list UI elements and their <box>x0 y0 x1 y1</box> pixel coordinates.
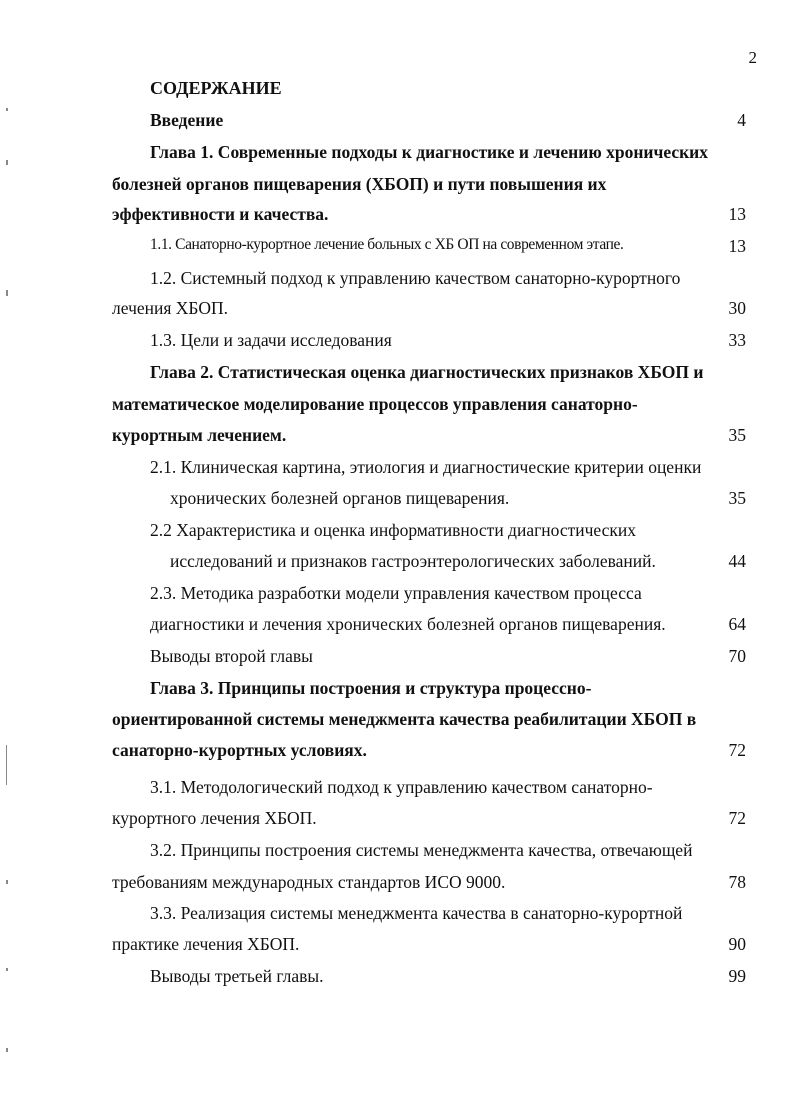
scan-speck <box>6 745 7 785</box>
toc-ch2-line2: математическое моделирование процессов управления санаторно- <box>112 394 638 414</box>
toc-ch2-conclusions-label: Выводы второй главы <box>150 646 313 666</box>
toc-2-2-line2: исследований и признаков гастроэнтерологических заболеваний. <box>170 551 656 571</box>
toc-2-1-page: 35 <box>728 488 746 508</box>
scan-speck <box>6 1048 8 1052</box>
toc-2-3-line1: 2.3. Методика разработки модели управления качеством процесса <box>150 583 642 603</box>
toc-2-3-page: 64 <box>728 614 746 634</box>
toc-title: СОДЕРЖАНИЕ <box>150 78 282 98</box>
toc-ch1-line2: болезней органов пищеварения (ХБОП) и пути повышения их <box>112 174 607 194</box>
toc-2-2-line1: 2.2 Характеристика и оценка информативности диагностических <box>150 520 636 540</box>
scan-speck <box>6 968 8 971</box>
toc-ch2-page: 35 <box>728 425 746 445</box>
scan-speck <box>6 160 8 165</box>
toc-2-2-page: 44 <box>728 551 746 571</box>
toc-ch3-conclusions-page: 99 <box>728 966 746 986</box>
toc-1-1-page: 13 <box>728 236 746 256</box>
toc-ch2-line3: курортным лечением. <box>112 425 287 445</box>
toc-1-1-label: 1.1. Санаторно-курортное лечение больных с ХБ ОП на современном этапе. <box>150 236 624 253</box>
toc-3-3-page: 90 <box>728 934 746 954</box>
page-number: 2 <box>748 48 757 67</box>
toc-3-1-line1: 3.1. Методологический подход к управлению качеством санаторно- <box>150 777 653 797</box>
toc-3-1-line2: курортного лечения ХБОП. <box>112 808 317 828</box>
toc-intro-label: Введение <box>150 110 224 130</box>
toc-1-3-label: 1.3. Цели и задачи исследования <box>150 330 392 350</box>
scan-speck <box>6 290 8 296</box>
toc-ch1-line1: Глава 1. Современные подходы к диагностике и лечению хронических <box>150 142 709 162</box>
toc-ch1-line3: эффективности и качества. <box>112 204 329 224</box>
toc-ch3-line3: санаторно-курортных условиях. <box>112 740 367 760</box>
toc-ch2-conclusions-page: 70 <box>728 646 746 666</box>
toc-ch2-line1: Глава 2. Статистическая оценка диагностических признаков ХБОП и <box>150 362 704 382</box>
toc-2-1-line2: хронических болезней органов пищеварения. <box>170 488 510 508</box>
toc-1-2-page: 30 <box>728 298 746 318</box>
toc-1-2-line2: лечения ХБОП. <box>112 298 229 318</box>
toc-intro-page: 4 <box>737 110 746 130</box>
toc-3-3-line2: практике лечения ХБОП. <box>112 934 300 954</box>
toc-ch3-page: 72 <box>728 740 746 760</box>
toc-3-2-line1: 3.2. Принципы построения системы менеджмента качества, отвечающей <box>150 840 693 860</box>
scan-speck <box>6 108 8 111</box>
toc-3-3-line1: 3.3. Реализация системы менеджмента качества в санаторно-курортной <box>150 903 683 923</box>
toc-2-1-line1: 2.1. Клиническая картина, этиология и диагностические критерии оценки <box>150 457 702 477</box>
toc-3-2-page: 78 <box>728 872 746 892</box>
toc-ch3-conclusions-label: Выводы третьей главы. <box>150 966 324 986</box>
toc-ch3-line2: ориентированной системы менеджмента качества реабилитации ХБОП в <box>112 709 697 729</box>
scan-speck <box>6 880 8 884</box>
toc-1-2-line1: 1.2. Системный подход к управлению качеством санаторно-курортного <box>150 268 681 288</box>
toc-ch1-page: 13 <box>728 204 746 224</box>
toc-3-2-line2: требованиям международных стандартов ИСО 9000. <box>112 872 506 892</box>
toc-1-3-page: 33 <box>728 330 746 350</box>
toc-3-1-page: 72 <box>728 808 746 828</box>
toc-2-3-line2: диагностики и лечения хронических болезней органов пищеварения. <box>150 614 666 634</box>
toc-ch3-line1: Глава 3. Принципы построения и структура процессно- <box>150 678 592 698</box>
